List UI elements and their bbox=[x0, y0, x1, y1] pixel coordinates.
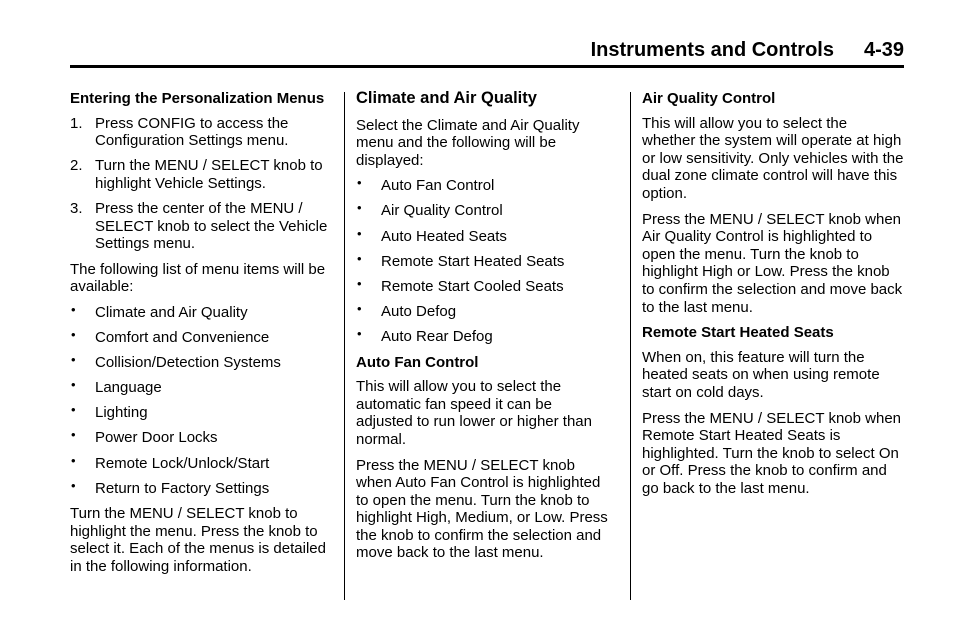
step-text: Press CONFIG to access the Configuration Settings menu. bbox=[95, 114, 289, 150]
climate-heading: Climate and Air Quality bbox=[356, 89, 537, 107]
bullet-icon: • bbox=[357, 275, 362, 291]
list-item: • Language bbox=[71, 377, 162, 397]
bullet-icon: • bbox=[71, 402, 76, 418]
bullet-icon: • bbox=[71, 327, 76, 343]
list-item: • Auto Heated Seats bbox=[357, 225, 507, 245]
list-item: • Remote Start Heated Seats bbox=[357, 250, 565, 270]
page-number: 4-39 bbox=[863, 39, 904, 61]
list-item: • Remote Start Cooled Seats bbox=[357, 275, 564, 295]
bullet-icon: • bbox=[357, 300, 362, 316]
step-item bbox=[70, 157, 332, 192]
page-header bbox=[70, 37, 904, 68]
auto-fan-para-2: Press the MENU / SELECT knob when Auto Fan Control is highlighted to open the menu. Turn the knob to highlight High, Medium, or Low. Press the knob to confirm the selection and move back to the last menu. bbox=[356, 456, 608, 562]
header-title bbox=[591, 39, 904, 62]
bullet-icon: • bbox=[71, 352, 76, 368]
list-item: • Air Quality Control bbox=[357, 200, 503, 220]
step-text: Turn the MENU / SELECT knob to highlight Vehicle Settings. bbox=[95, 157, 323, 192]
list-item: • Auto Fan Control bbox=[357, 175, 495, 195]
bullet-icon: • bbox=[357, 200, 362, 216]
list-item: • Comfort and Convenience bbox=[71, 327, 270, 347]
bullet-icon: • bbox=[71, 477, 76, 493]
menu-items-list bbox=[70, 301, 332, 497]
remote-heated-para-2: Press the MENU / SELECT knob when Remote Start Heated Seats is highlighted. Turn the knob to select On or Off. Press the knob to confirm and go back to the last menu. bbox=[642, 409, 901, 497]
column-1 bbox=[70, 90, 332, 584]
auto-fan-para-1: This will allow you to select the automatic fan speed it can be adjusted to run lower or higher than normal. bbox=[356, 378, 592, 448]
bullet-icon: • bbox=[357, 175, 362, 191]
list-item: • Return to Factory Settings bbox=[71, 477, 270, 497]
auto-fan-heading: Auto Fan Control bbox=[356, 353, 479, 371]
bullet-icon: • bbox=[71, 377, 76, 393]
step-number: 3. bbox=[70, 199, 83, 217]
step-number: 1. bbox=[70, 114, 83, 132]
bullet-icon: • bbox=[71, 301, 76, 317]
climate-items-list bbox=[356, 177, 612, 345]
column-3 bbox=[642, 90, 904, 505]
list-item: • Lighting bbox=[71, 402, 148, 422]
air-quality-para-2: Press the MENU / SELECT knob when Air Quality Control is highlighted to open the menu. Turn the knob to highlight High or Low. Press the knob to confirm the selection and move back to the last menu. bbox=[642, 210, 903, 316]
step-number: 2. bbox=[70, 157, 83, 175]
list-item: • Auto Rear Defog bbox=[357, 325, 493, 345]
remote-heated-heading: Remote Start Heated Seats bbox=[642, 324, 834, 342]
bullet-icon: • bbox=[357, 325, 362, 341]
column-divider-2 bbox=[630, 92, 631, 600]
step-item bbox=[70, 115, 332, 150]
column-2 bbox=[356, 90, 612, 570]
menu-items-outro: Turn the MENU / SELECT knob to highlight the menu. Press the knob to select it. Each of the menus is detailed in the following information. bbox=[70, 505, 326, 575]
list-item: • Remote Lock/Unlock/Start bbox=[71, 452, 270, 472]
section-title: Instruments and Controls bbox=[590, 39, 834, 61]
column-divider-1 bbox=[344, 92, 345, 600]
bullet-icon: • bbox=[357, 225, 362, 241]
bullet-icon: • bbox=[357, 250, 362, 266]
climate-intro: Select the Climate and Air Quality menu and the following will be displayed: bbox=[356, 116, 580, 169]
list-item: • Collision/Detection Systems bbox=[71, 352, 281, 372]
air-quality-para-1: This will allow you to select the whether the system will operate at high or low sensitivity. Only vehicles with the dual zone climate control will have this option. bbox=[642, 114, 904, 202]
step-text: Press the center of the MENU / SELECT knob to select the Vehicle Settings menu. bbox=[95, 199, 328, 253]
step-item bbox=[70, 200, 332, 253]
bullet-icon: • bbox=[71, 427, 76, 443]
list-item: • Climate and Air Quality bbox=[71, 301, 248, 321]
steps-list bbox=[70, 115, 332, 253]
list-item: • Power Door Locks bbox=[71, 427, 218, 447]
personalization-heading: Entering the Personalization Menus bbox=[70, 90, 325, 107]
remote-heated-para-1: When on, this feature will turn the heated seats on when using remote start on cold days. bbox=[642, 348, 880, 401]
air-quality-heading: Air Quality Control bbox=[642, 90, 776, 107]
menu-items-intro: The following list of menu items will be available: bbox=[70, 260, 326, 296]
list-item: • Auto Defog bbox=[357, 300, 457, 320]
bullet-icon: • bbox=[71, 452, 76, 468]
